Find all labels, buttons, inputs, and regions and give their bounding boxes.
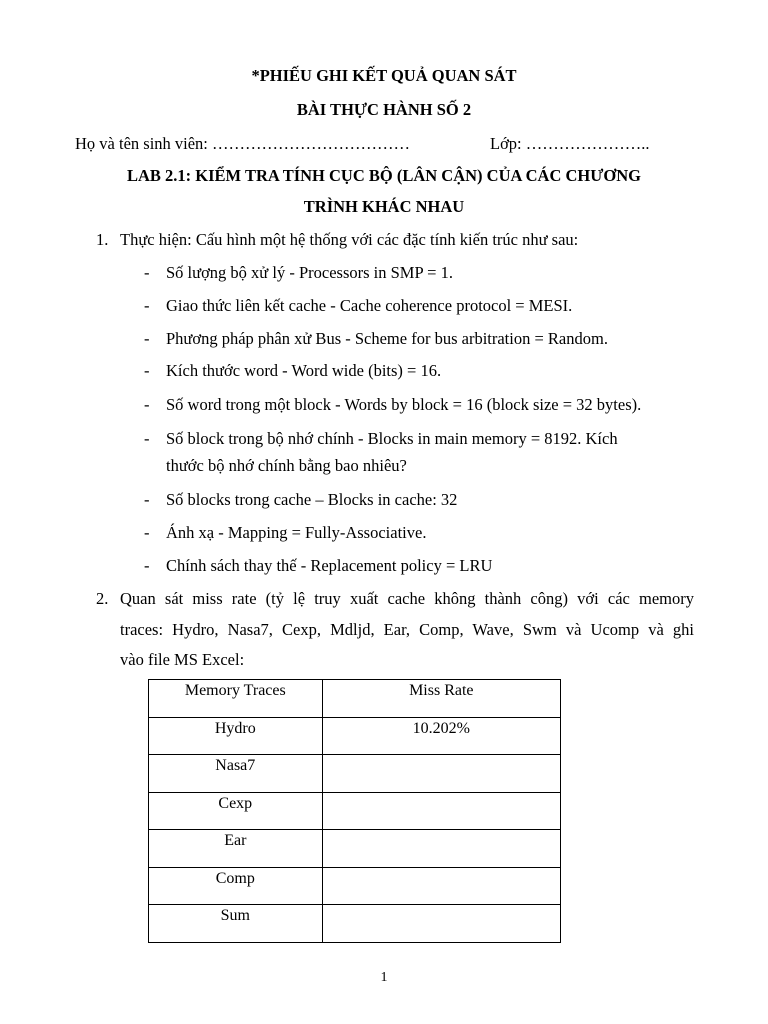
miss-rate-cell [322, 867, 560, 905]
bullet-word-wide: Kích thước word - Word wide (bits) = 16. [166, 361, 442, 380]
section1-text: Thực hiện: Cấu hình một hệ thống với các đặc tính kiến trúc như sau: [120, 230, 579, 249]
bullet-marker: - [144, 523, 150, 542]
bullet-main-memory-blocks: Số block trong bộ nhớ chính - Blocks in main memory = 8192. Kích [166, 429, 618, 448]
table-row [149, 905, 561, 943]
bullet-cache-blocks: Số blocks trong cache – Blocks in cache: 32 [166, 490, 458, 509]
table-row [149, 755, 561, 793]
bullet-marker: - [144, 490, 150, 509]
section2-line3: vào file MS Excel: [120, 650, 245, 669]
section2-number: 2. [96, 589, 109, 608]
bullet-marker: - [144, 329, 150, 348]
page-number: 1 [380, 970, 388, 985]
bullet-marker: - [144, 395, 150, 414]
bullet-words-by-block: Số word trong một block - Words by block = 16 (block size = 32 bytes). [166, 395, 642, 414]
lab-heading-line1: LAB 2.1: KIỂM TRA TÍNH CỤC BỘ (LÂN CẬN) CỦA CÁC CHƯƠNG [127, 166, 641, 185]
miss-rate-cell [322, 830, 560, 868]
table-row [149, 717, 561, 755]
miss-rate-cell [322, 792, 560, 830]
bullet-marker: - [144, 361, 150, 380]
section1-number: 1. [96, 230, 109, 249]
trace-name-cell: Nasa7 [149, 755, 323, 793]
bullet-marker: - [144, 556, 150, 575]
bullet-processors: Số lượng bộ xử lý - Processors in SMP = 1. [166, 263, 453, 282]
document-title: *PHIẾU GHI KẾT QUẢ QUAN SÁT [251, 66, 517, 85]
bullet-marker: - [144, 263, 150, 282]
table-row [149, 867, 561, 905]
header-memory-traces: Memory Traces [149, 680, 323, 718]
table-row [149, 792, 561, 830]
trace-name-cell: Ear [149, 830, 323, 868]
miss-rate-cell [322, 905, 560, 943]
document-subtitle: BÀI THỰC HÀNH SỐ 2 [296, 100, 472, 119]
section2-line2: traces: Hydro, Nasa7, Cexp, Mdljd, Ear, Comp, Wave, Swm và Ucomp và ghi [120, 620, 694, 639]
trace-name-cell: Cexp [149, 792, 323, 830]
class-field: Lớp: ………………….. [490, 134, 650, 153]
section2-line1: Quan sát miss rate (tỷ lệ truy xuất cache không thành công) với các memory [120, 589, 694, 608]
trace-name-cell: Comp [149, 867, 323, 905]
miss-rate-cell: 10.202% [322, 717, 560, 755]
bullet-marker: - [144, 429, 150, 448]
bullet-coherence-protocol: Giao thức liên kết cache - Cache coherence protocol = MESI. [166, 296, 573, 315]
trace-name-cell: Hydro [149, 717, 323, 755]
miss-rate-cell [322, 755, 560, 793]
header-miss-rate: Miss Rate [322, 680, 560, 718]
miss-rate-table [148, 679, 561, 943]
table-header-row [149, 680, 561, 718]
bullet-bus-arbitration: Phương pháp phân xử Bus - Scheme for bus arbitration = Random. [166, 329, 608, 348]
bullet-marker: - [144, 296, 150, 315]
trace-name-cell: Sum [149, 905, 323, 943]
bullet-mapping: Ánh xạ - Mapping = Fully-Associative. [166, 523, 427, 542]
bullet-replacement-policy: Chính sách thay thế - Replacement policy = LRU [166, 556, 493, 575]
lab-heading-line2: TRÌNH KHÁC NHAU [303, 197, 465, 216]
table-row [149, 830, 561, 868]
bullet-main-memory-continuation: thước bộ nhớ chính bằng bao nhiêu? [166, 456, 407, 475]
student-name-field: Họ và tên sinh viên: ……………………………… [75, 134, 411, 153]
